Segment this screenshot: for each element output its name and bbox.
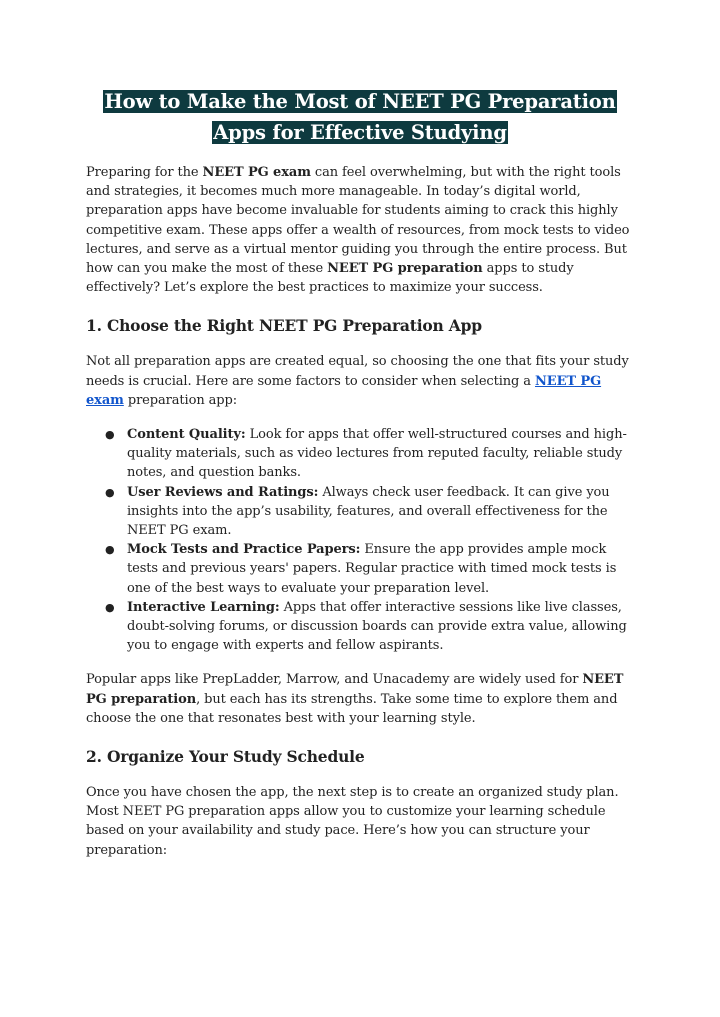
neet-pg-exam-link[interactable]: NEET PG exam [86,373,602,408]
intro-text-3: apps to study effectively? Let’s explore the best practices to maximize your success. [86,261,574,296]
intro-text-1: Preparing for the [86,165,203,180]
popular-apps-bold: NEET PG preparation [86,672,624,707]
section-1-text-1: Not all preparation apps are created equal, so choosing the one that fits your study needs is crucial. Here are some factors to consider when selecting a [86,354,629,389]
bullet-icon: ● [105,600,115,614]
factors-list [86,425,634,655]
page-title-text: How to Make the Most of NEET PG Preparation Apps for Effective Studying [104,90,616,144]
document-page [0,86,720,1017]
list-item-text: Apps that offer interactive sessions like live classes, doubt-solving forums, or discussion boards can provide extra value, allowing you to engage with experts and fellow aspirants. [127,599,627,654]
list-item-text: Ensure the app provides ample mock tests and previous years' papers. Regular practice with timed mock tests is one of the best ways to evaluate your preparation level. [127,542,617,596]
list-item-text: Look for apps that offer well-structured courses and high-quality materials, such as video lectures from reputed faculty, reliable study notes, and question banks. [127,427,627,481]
list-item [86,425,634,483]
list-item [86,540,634,598]
page-title [86,86,634,148]
section-1-heading: 1. Choose the Right NEET PG Preparation App [86,316,482,336]
section-1-paragraph [86,352,634,410]
popular-apps-text-1: Popular apps like PrepLadder, Marrow, and Unacademy are widely used for [86,672,583,688]
title-block [86,86,634,148]
intro-bold-1: NEET PG exam [202,165,311,180]
list-item [86,598,634,656]
list-item-label: Content Quality: [127,427,246,443]
list-item-label: User Reviews and Ratings: [127,484,319,500]
section-2-paragraph: Once you have chosen the app, the next step is to create an organized study plan. Most NEET PG preparation apps allow you to customize your learning schedule based on your availability and study pace. Here’s how you can structure your preparation: [86,785,619,858]
list-item [86,483,634,541]
bullet-icon: ● [105,485,115,499]
popular-apps-text-2: , but each has its strengths. Take some time to explore them and choose the one that resonates best with your learning style. [86,691,618,726]
intro-paragraph [86,163,634,297]
section-2-heading: 2. Organize Your Study Schedule [86,747,365,767]
list-item-label: Mock Tests and Practice Papers: [127,542,361,558]
bullet-icon: ● [105,543,115,557]
intro-text-2: can feel overwhelming, but with the right tools and strategies, it becomes much more manageable. In today’s digital world, preparation apps have become invaluable for students aiming to crack this highly competitive exam. These apps offer a wealth of resources, from mock tests to video lectures, and serve as a virtual mentor guiding you through the entire process. But how can you make the most of these [86,165,630,277]
section-1-text-2: preparation app: [123,392,237,408]
list-item-text: Always check user feedback. It can give you insights into the app’s usability, features, and overall effectiveness for the NEET PG exam. [127,484,610,539]
intro-bold-2: NEET PG preparation [327,261,483,277]
list-item-label: Interactive Learning: [127,599,280,615]
popular-apps-paragraph [86,670,634,728]
bullet-icon: ● [105,428,115,442]
